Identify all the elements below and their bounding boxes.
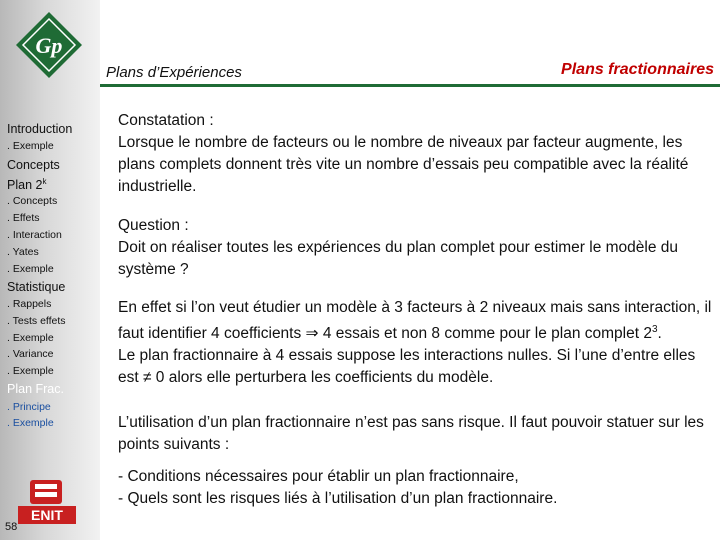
example-text-c: .	[657, 325, 662, 343]
example-exponent: 3	[651, 324, 658, 335]
nav-plan-2k-label: Plan 2	[7, 178, 43, 193]
example-block	[118, 297, 714, 389]
enit-text: ENIT	[31, 507, 63, 523]
constatation-title: Constatation :	[118, 112, 214, 129]
logo-text: Gp	[35, 33, 63, 58]
risk-paragraph: L’utilisation d’un plan fractionnaire n’est pas sans risque. Il faut pouvoir statuer sur les points suivants :	[118, 414, 704, 453]
question-block	[118, 215, 714, 281]
example-text-a: En effet si l’on veut étudier un modèle à 3 facteurs à 2 niveaux mais sans interaction, il faut identifier 4 coefficients	[118, 299, 712, 343]
nav-concepts-exemple[interactable]: . Exemple	[7, 263, 54, 275]
nav-frac-principe[interactable]: . Principe	[7, 401, 51, 413]
nav-concepts-concepts[interactable]: . Concepts	[7, 195, 58, 207]
page-number: 58	[5, 521, 18, 533]
nav-intro-exemple[interactable]: . Exemple	[7, 140, 54, 152]
nav-concepts-interaction[interactable]: . Interaction	[7, 229, 62, 241]
header-rule	[100, 84, 720, 87]
nav-concepts-effets[interactable]: . Effets	[7, 212, 40, 224]
enit-logo	[16, 478, 78, 526]
nav-stat-rappels[interactable]: . Rappels	[7, 298, 52, 310]
implies-symbol: ⇒	[305, 325, 319, 343]
question-title: Question :	[118, 217, 189, 234]
nav-plan-2k[interactable]	[7, 177, 46, 192]
nav-plan-2k-sup: k	[42, 177, 47, 186]
points-list	[118, 466, 714, 510]
section-title: Plans fractionnaires	[561, 61, 714, 78]
nav-stat-exemple[interactable]: . Exemple	[7, 332, 54, 344]
nav-stat-exemple-2[interactable]: . Exemple	[7, 365, 54, 377]
nav-concepts[interactable]: Concepts	[7, 158, 60, 172]
page-title: Plans d’Expériences	[106, 64, 242, 81]
list-item: - Conditions nécessaires pour établir un plan fractionnaire,	[118, 468, 519, 485]
nav-statistique[interactable]: Statistique	[7, 280, 66, 294]
example-paragraph	[118, 297, 714, 345]
nav-stat-variance[interactable]: . Variance	[7, 348, 54, 360]
constatation-body: Lorsque le nombre de facteurs ou le nombre de niveaux par facteur augmente, les plans complets donnent très vite un nombre d’essais peu compatible avec la réalité industrielle.	[118, 134, 689, 195]
example-hypothesis: Le plan fractionnaire à 4 essais suppose les interactions nulles. Si l’une d’entre elles est ≠ 0 alors elle perturbera les coefficients du modèle.	[118, 347, 696, 387]
constatation-block	[118, 110, 714, 198]
example-text-b: 4 essais et non 8 comme pour le plan complet 2	[318, 325, 652, 343]
nav-plan-frac[interactable]: Plan Frac.	[7, 382, 64, 396]
gp-logo	[14, 10, 84, 80]
nav-frac-exemple[interactable]: . Exemple	[7, 417, 54, 429]
nav-introduction[interactable]: Introduction	[7, 122, 73, 136]
question-body: Doit on réaliser toutes les expériences du plan complet pour estimer le modèle du système ?	[118, 239, 679, 278]
nav-stat-tests-effets[interactable]: . Tests effets	[7, 315, 66, 327]
nav-concepts-yates[interactable]: . Yates	[7, 246, 39, 258]
list-item: - Quels sont les risques liés à l’utilisation d’un plan fractionnaire.	[118, 490, 558, 507]
